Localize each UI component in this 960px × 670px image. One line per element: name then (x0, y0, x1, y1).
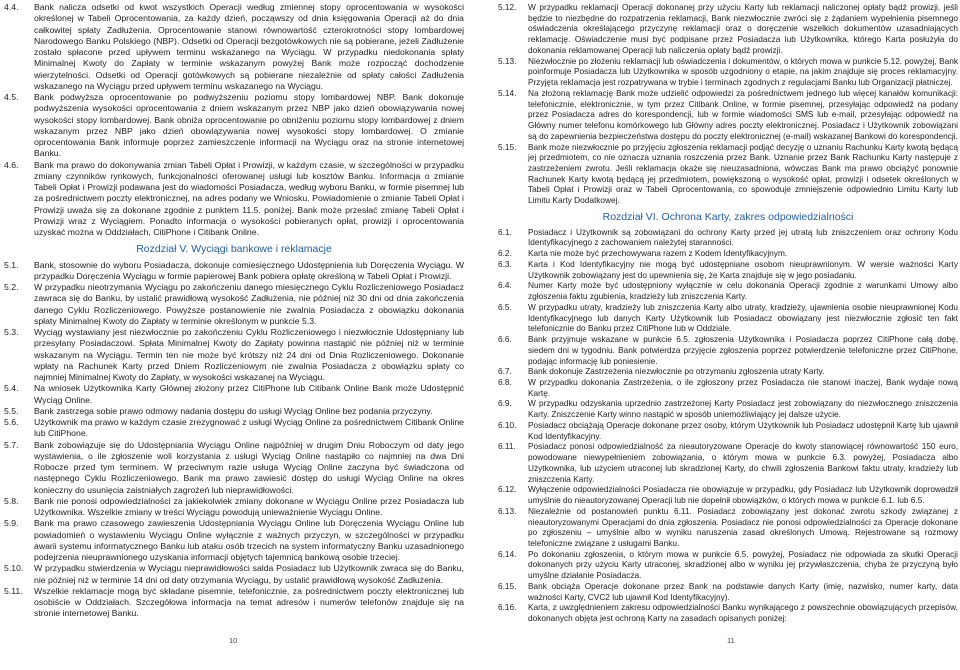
section-text: Bank ma prawo czasowego zawieszenia Udostępniania Wyciągu Online lub Doręczenia Wyciągu Online lub powiadomień o wystawieniu Wyciągu Online wyłącznie z ważnych przyczyn, w szczególności w przypadku awarii systemu informatycznego Banku lub ataku osób trzecich na system informatyczny Banku uzasadnionego podejrzenia nieuprawnionego uzyskania informacji objętych tajemnicą bankową osobie trzeciej. (34, 518, 464, 562)
section-number: 6.15. (498, 580, 517, 591)
section-paragraph (498, 142, 958, 206)
section-text: Niezależnie od postanowień punktu 6.11. Posiadacz zobowiązany jest dokonać zwrotu szkody związanej z nieautoryzowanymi Operacjami do dnia zgłoszenia. Posiadacz nie ponosi odpowiedzialności za Operacje dokonane po zgłoszeniu – umyślnie albo w wyniku naruszenia zasad określonych Umową. Rejestrowane są rozmowy telefoniczne związane z usługami Banku. (528, 505, 958, 548)
section-text: W przypadku nieotrzymania Wyciągu po zakończeniu danego miesięcznego Cyklu Rozliczeniowego Posiadacz zawraca się do Banku, by ustalić prawidłową wysokość Zadłużenia, nie później niż 30 dni od dnia zakończenia danego Cyklu Rozliczeniowego. Powyższe postanowienie nie zwalnia Posiadacza z obowiązku dokonania spłaty Minimalnej Kwoty do Zapłaty w terminie określonym w punkcie 5.3. (34, 282, 464, 326)
section-number: 5.1. (4, 259, 19, 270)
section-paragraph (498, 248, 958, 259)
section-number: 6.8. (498, 376, 512, 387)
section-text: Niezwłocznie po złożeniu reklamacji lub oświadczenia i dokumentów, o których mowa w punkcie 5.12. powyżej, Bank poinformuje Posiadacza lub Użytkownika w sposób uzgodniony o etapie, na jakim znajduje się proces reklamacyjny. Przyjęta reklamacja jest rozpatrywana w trybie i terminach zgodnych z regulacjami Banku lub Organizacji płatniczej. (528, 55, 958, 88)
section-number: 4.4. (4, 2, 19, 12)
section-paragraph (498, 602, 958, 623)
section-paragraph (498, 549, 958, 581)
section-text: Bank obciąża Operacje dokonane przez Bank na podstawie danych Karty (imię, nazwisko, numer karty, data ważności Karty, CVC2 lub ujawnił Kod Identyfikacyjny). (528, 580, 958, 602)
page-number-right: 11 (727, 636, 735, 645)
section-number: 5.9. (4, 518, 19, 529)
section-text: W przypadku dokonania Zastrzeżenia, o ile zgłoszony przez Posiadacza nie stanowi inaczej, Bank wydaje nową Kartę. (528, 376, 958, 398)
section-paragraph (4, 92, 464, 160)
section-paragraph (498, 2, 958, 56)
section-text: Karta i Kod Identyfikacyjny nie mogą być udostępniane osobom nieuprawnionym. W wersie ważności Karty Użytkownik zobowiązany jest do upewnienia się, że Karta znajduje się w jego posiadaniu. (528, 258, 958, 280)
section-paragraph (498, 398, 958, 419)
section-number: 5.14. (498, 87, 517, 98)
section-number: 4.6. (4, 159, 19, 170)
section-text: Bank przyjmuje wskazane w punkcie 6.5. zgłoszenia Użytkownika i Posiadacza poprzez CitiPhone całą dobę, siedem dni w tygodniu. Bank potwierdza przyjęcie zgłoszenia poprzez potwierdzenie telefoniczne przez CitiPhone, podając informację lub poniesienie. (528, 334, 958, 366)
section-number: 5.15. (498, 141, 517, 152)
section-paragraph (498, 280, 958, 301)
section-number: 5.11. (4, 585, 23, 596)
section-text: Bank może niezwłocznie po przyjęciu zgłoszenia reklamacji podjąć decyzję o uznaniu Rachunku Karty kwotą będącą jej przedmiotem, co nie oznacza uznania roszczenia przez Bank. Uznanie przez Bank Rachunku Karty następuje z zastrzeżeniem zwrotu. Jeśli reklamacja okaże się nieuzasadniona, wówczas Bank ma prawo obciążyć ponownie Rachunek Karty kwotą będącą jej przedmiotem, powiększoną o wysokość opłat, prowizji i odsetek określonych w Tabeli Opłat i Prowizji oraz w Tabeli Oprocentowania, co spowoduje zmniejszenie odpowiednio Limitu Karty lub Limitu Karty Dodatkowej. (528, 141, 958, 206)
section-text: Numer Karty może być udostępniony wyłącznie w celu dokonania Operacji zgodnie z warunkami Umowy albo zgłoszenia faktu zgubienia, kradzieży lub zniszczenia Karty. (528, 280, 958, 302)
right-page-column (498, 2, 958, 624)
section-text: Wyłączenie odpowiedzialności Posiadacza nie obowiązuje w przypadku, gdy Posiadacz lub Użytkownik doprowadził umyślnie do nieautoryzowanej Operacji lub nie dopełnił obowiązków, o których mowa w punkcie 6.1. lub 6.5. (528, 484, 958, 506)
section-text: Bank nie ponosi odpowiedzialności za jakiekolwiek zmiany dokonane w Wyciągu Online przez Posiadacza lub Użytkownika. Wszelkie zmiany w treści Wyciągu powodują unieważnienie Wyciągu Online. (34, 495, 464, 517)
section-paragraph (4, 260, 464, 283)
section-paragraph (4, 440, 464, 496)
page-number-left: 10 (229, 636, 238, 645)
section-number: 6.13. (498, 505, 517, 516)
section-paragraph (4, 327, 464, 383)
section-text: Na złożoną reklamację Bank może udzielić odpowiedzi za pośrednictwem jednego lub więcej kanałów komunikacji: telefonicznie, elektronicznie, w tym przez Citibank Online, w formie pisemnej, przesyłając odpowiedź na podany przez Posiadacza adres do korespondencji, lub w formie wiadomości SMS lub e-mail, przesyłając odpowiedź na Główny numer telefonu komórkowego lub Główny adres poczty elektronicznej. Posiadacz i Użytkownik zobowiązani są do zapewnienia bezpieczeństwa dostępu do poczty elektronicznej (e-mail) wskazanej Bankowi do korespondencji. (528, 87, 958, 141)
section-number: 6.11. (498, 441, 516, 452)
section-number: 5.3. (4, 327, 19, 337)
section-number: 6.12. (498, 484, 517, 495)
section-text: Na wniosek Użytkownika Karty Głównej złożony przez CitiPhone lub Citibank Online Bank może Udostępnić Wyciąg Online. (34, 383, 464, 405)
section-paragraph (498, 441, 958, 484)
section-text: W przypadku reklamacji Operacji dokonanej przy użyciu Karty lub reklamacji naliczonej opłaty bądź prowizji, jeśli będzie to niezbędne do rozpatrzenia reklamacji, Bank niezwłocznie zwróci się z żądaniem wypełnienia pisemnego oświadczenia określającego przyczynę reklamacji oraz o doręczenie wszelkich dokumentów uzasadniających reklamację. Oświadczenie musi być podpisane przez Posiadacza lub Użytkownika, którego Karta posłużyła do dokonania reklamowanej Operacji lub naliczenia opłaty bądź prowizji. (528, 2, 958, 55)
section-number: 6.4. (498, 280, 512, 291)
section-number: 6.14. (498, 548, 517, 559)
section-paragraph (498, 259, 958, 280)
section-paragraph (4, 518, 464, 563)
section-number: 5.8. (4, 495, 19, 506)
section-paragraph (4, 496, 464, 519)
section-text: Bank, stosownie do wyboru Posiadacza, dokonuje comiesięcznego Udostępnienia lub Doręczenia Wyciągu. W przypadku Doręczenia Wyciągu w formie papierowej Bank pobiera opłatę określoną w Tabeli Opłat i Prowizji. (34, 259, 464, 281)
section-text: Użytkownik ma prawo w każdym czasie zrezygnować z usługi Wyciąg Online za pośrednictwem Citibank Online lub CitiPhone. (34, 417, 464, 439)
section-number: 5.4. (4, 383, 19, 394)
section-number: 5.13. (498, 55, 517, 66)
section-text: Bank dokonuje Zastrzeżenia niezwłocznie po otrzymaniu zgłoszenia utraty Karty. (528, 366, 825, 377)
section-number: 5.7. (4, 439, 19, 450)
section-paragraph (498, 484, 958, 505)
section-number: 6.9. (498, 398, 512, 409)
section-number: 6.7. (498, 366, 512, 377)
section-paragraph (498, 56, 958, 88)
section-text: Bank zobowiązuje się do Udostępniania Wyciągu Online najpóźniej w drugim Dniu Roboczym od daty jego wystawienia, o ile zgłoszenie woli korzystania z usługi Wyciąg Online nastąpiło co najmniej na dwa Dni Robocze przed tym terminem. W przeciwnym razie usługa Wyciąg Online zaczyna być świadczona od następnego Cyklu Rozliczeniowego. Bank ma prawo zawiesić dostęp do usługi Wyciąg Online na okres konieczny do usunięcia zaistniałych zagrożeń lub nieprawidłowości. (34, 439, 464, 495)
section-number: 5.10. (4, 563, 24, 574)
section-number: 6.2. (498, 248, 512, 259)
section-text: W przypadku utraty, kradzieży lub zniszczenia Karty albo utraty, kradzieży, ujawnienia osobie nieuprawnionej Kodu Identyfikacyjnego lub danych Karty Użytkownik lub Posiadacz obowiązany jest niezwłocznie zgłosić ten fakt telefonicznie do Banku przez CitiPhone lub w Oddziale. (528, 301, 958, 334)
section-paragraph (4, 586, 464, 620)
section-text: Posiadacz ponosi odpowiedzialność za nieautoryzowane Operacje do kwoty stanowiącej równowartość 150 euro, powodowane niewypełnieniem zobowiązania, o którym mowa w punkcie 6.3. powyżej, Posiadacza albo Użytkownika, lub użyciem utraconej lub skradzionej Karty, do chwili zgłoszenia Bankowi faktu utraty, kradzieży lub zniszczenia Karty. (528, 441, 958, 484)
section-number: 4.5. (4, 92, 19, 102)
section-paragraph (4, 406, 464, 417)
section-text: Posiadacz obciążają Operacje dokonane przez osoby, którym Użytkownik lub Posiadacz udostępnił Kartę lub ujawnił Kod Identyfikacyjny. (528, 419, 958, 441)
section-paragraph (498, 377, 958, 398)
section-text: Wyciąg wystawiany jest niezwłocznie po zakończeniu Cyklu Rozliczeniowego i niezwłocznie Udostępniany lub przesyłany Posiadaczowi. Spłata Minimalnej Kwoty do Zapłaty powinna nastąpić nie później niż w terminie wskazanym na Wyciągu. Termin ten nie może być krótszy niż 24 dni od Dnia Rozliczeniowego. Dokonanie wpłaty na Rachunek Karty przed Dniem Rozliczeniowym nie zwalnia Posiadacza z obowiązku spłaty co najmniej Minimalnej Kwoty do Zapłaty, w wysokości wskazanej na Wyciągu. (34, 327, 464, 382)
section-text: Wszelkie reklamacje mogą być składane pisemnie, telefonicznie, za pośrednictwem poczty elektronicznej lub osobiście w Oddziałach. Szczegółowa informacja na temat adresów i numerów telefonów znajduje się na stronie internetowej Banku. (34, 585, 464, 619)
section-paragraph (4, 282, 464, 327)
section-number: 5.5. (4, 405, 19, 416)
section-text: W przypadku stwierdzenia w Wyciągu nieprawidłowości salda Posiadacz lub Użytkownik zwraca się do Banku, nie później niż w terminie 14 dni od daty otrzymania Wyciągu, by ustalić prawidłową wysokość Zadłużenia. (34, 563, 464, 585)
left-page-column (4, 2, 464, 620)
section-number: 6.16. (498, 602, 517, 613)
section-number: 6.10. (498, 419, 517, 430)
section-paragraph (4, 2, 464, 92)
section-number: 5.2. (4, 282, 19, 292)
section-number: 5.12. (498, 2, 517, 12)
section-number: 6.6. (498, 334, 512, 345)
section-text: W przypadku odzyskania uprzednio zastrzeżonej Karty Posiadacz jest zobowiązany do niezwłocznego zniszczenia Karty. Zniszczenie Karty winno nastąpić w sposób uniemożliwiający jej dalsze użycie. (528, 398, 958, 420)
section-paragraph (498, 302, 958, 334)
section-paragraph (4, 383, 464, 406)
section-text: Bank zastrzega sobie prawo odmowy nadania dostępu do usługi Wyciąg Online bez podania przyczyny. (34, 405, 433, 416)
section-text: Bank ma prawo do dokonywania zmian Tabeli Opłat i Prowizji, w każdym czasie, w szczególności w przypadku zmiany czynników rynkowych, funkcjonalności oferowanej usługi lub kosztów Banku. Informacja o zmianie Tabeli Opłat i Prowizji podawana jest do wiadomości Posiadacza, według wyboru Banku, w formie pisemnej lub za pośrednictwem poczty elektronicznej, na adres podany we Wniosku. Powiadomienie o zmianie Tabeli Opłat i Prowizji uważa się za dokonane zgodnie z punktem 11.5. poniżej. Bank może przesłać zmianę Tabeli Opłat i Prowizji wraz z Wyciągiem. Ponadto informacja o wysokości pobieranych opłat, prowizji i oprocentowania uzyskać można w Oddziałach, CitiPhone i Citibank Online. (34, 159, 464, 237)
section-text: Karta nie może być przechowywana razem z Kodem Identyfikacyjnym. (528, 248, 788, 259)
section-paragraph (4, 417, 464, 440)
section-text: Posiadacz i Użytkownik są zobowiązani do ochrony Karty przed jej utratą lub zniszczeniem oraz ochrony Kodu Identyfikacyjnego z zachowaniem należytej staranności. (528, 226, 958, 248)
chapter-heading: Rozdział V. Wyciągi bankowe i reklamacje (136, 243, 332, 256)
section-paragraph (498, 88, 958, 142)
section-number: 5.6. (4, 417, 19, 427)
section-paragraph (498, 581, 958, 602)
section-paragraph (498, 334, 958, 366)
section-number: 6.5. (498, 301, 512, 312)
section-text: Karta, z uwzględnieniem zakresu odpowiedzialności Banku wynikającego z powszechnie obowiązujących przepisów, dokonanych objęta jest ochroną Karty na zasadach opisanych poniżej: (528, 602, 958, 624)
section-text: Bank podwyższa oprocentowanie po podwyższeniu poziomu stopy lombardowej NBP. Bank dokonuje podwyższenia wysokości oprocentowania z dniem wskazanym przez NBP jako dzień obowiązywania nowej wysokości stopy lombardowej. Bank obniża oprocentowanie po obniżeniu poziomu stopy lombardowej z dniem wskazanym przez NBP jako dzień obowiązywania nowej wysokości stopy lombardowej. O zmianie oprocentowania Bank informuje poprzez zamieszczenie informacji na Wyciągu oraz na stronie internetowej Banku. (34, 92, 464, 159)
section-paragraph (498, 420, 958, 441)
section-paragraph (498, 506, 958, 549)
section-text: Bank nalicza odsetki od kwot wszystkich Operacji według zmiennej stopy oprocentowania w wysokości określonej w Tabeli Oprocentowania, za każdy dzień, począwszy od dnia księgowania Operacji aż do dnia całkowitej spłaty Zadłużenia. Oprocentowanie stanowi równowartość czterokrotności stopy lombardowej Narodowego Banku Polskiego (NBP). Odsetki od Operacji bezgotówkowych nie są pobierane, jeżeli Zadłużenie zostało spłacone przed upływem terminu wskazanego na Wyciągu. W przypadku niedokonania spłaty Minimalnej Kwoty do Zapłaty w terminie wskazanym powyżej Bank może rozpocząć dochodzenie wierzytelności. Odsetki od Operacji gotówkowych są pobierane niezależnie od spłaty całości Zadłużenia wskazanego na Wyciągu przed upływem terminu wskazanego na Wyciągu. (34, 2, 464, 91)
section-paragraph (498, 366, 958, 377)
section-paragraph (498, 227, 958, 248)
section-text: Po dokonaniu zgłoszenia, o którym mowa w punkcie 6.5. powyżej, Posiadacz nie odpowiada za skutki Operacji dokonanych przy użyciu Karty utraconej, skradzionej albo w wyniku jej przywłaszczenia, chyba że przyczyną było umyślne działanie Posiadacza. (528, 548, 958, 581)
chapter-heading: Rozdział VI. Ochrona Karty, zakres odpowiedzialności (602, 210, 854, 223)
section-paragraph (4, 160, 464, 239)
section-number: 6.1. (498, 226, 512, 237)
section-paragraph (4, 563, 464, 586)
section-number: 6.3. (498, 258, 512, 269)
